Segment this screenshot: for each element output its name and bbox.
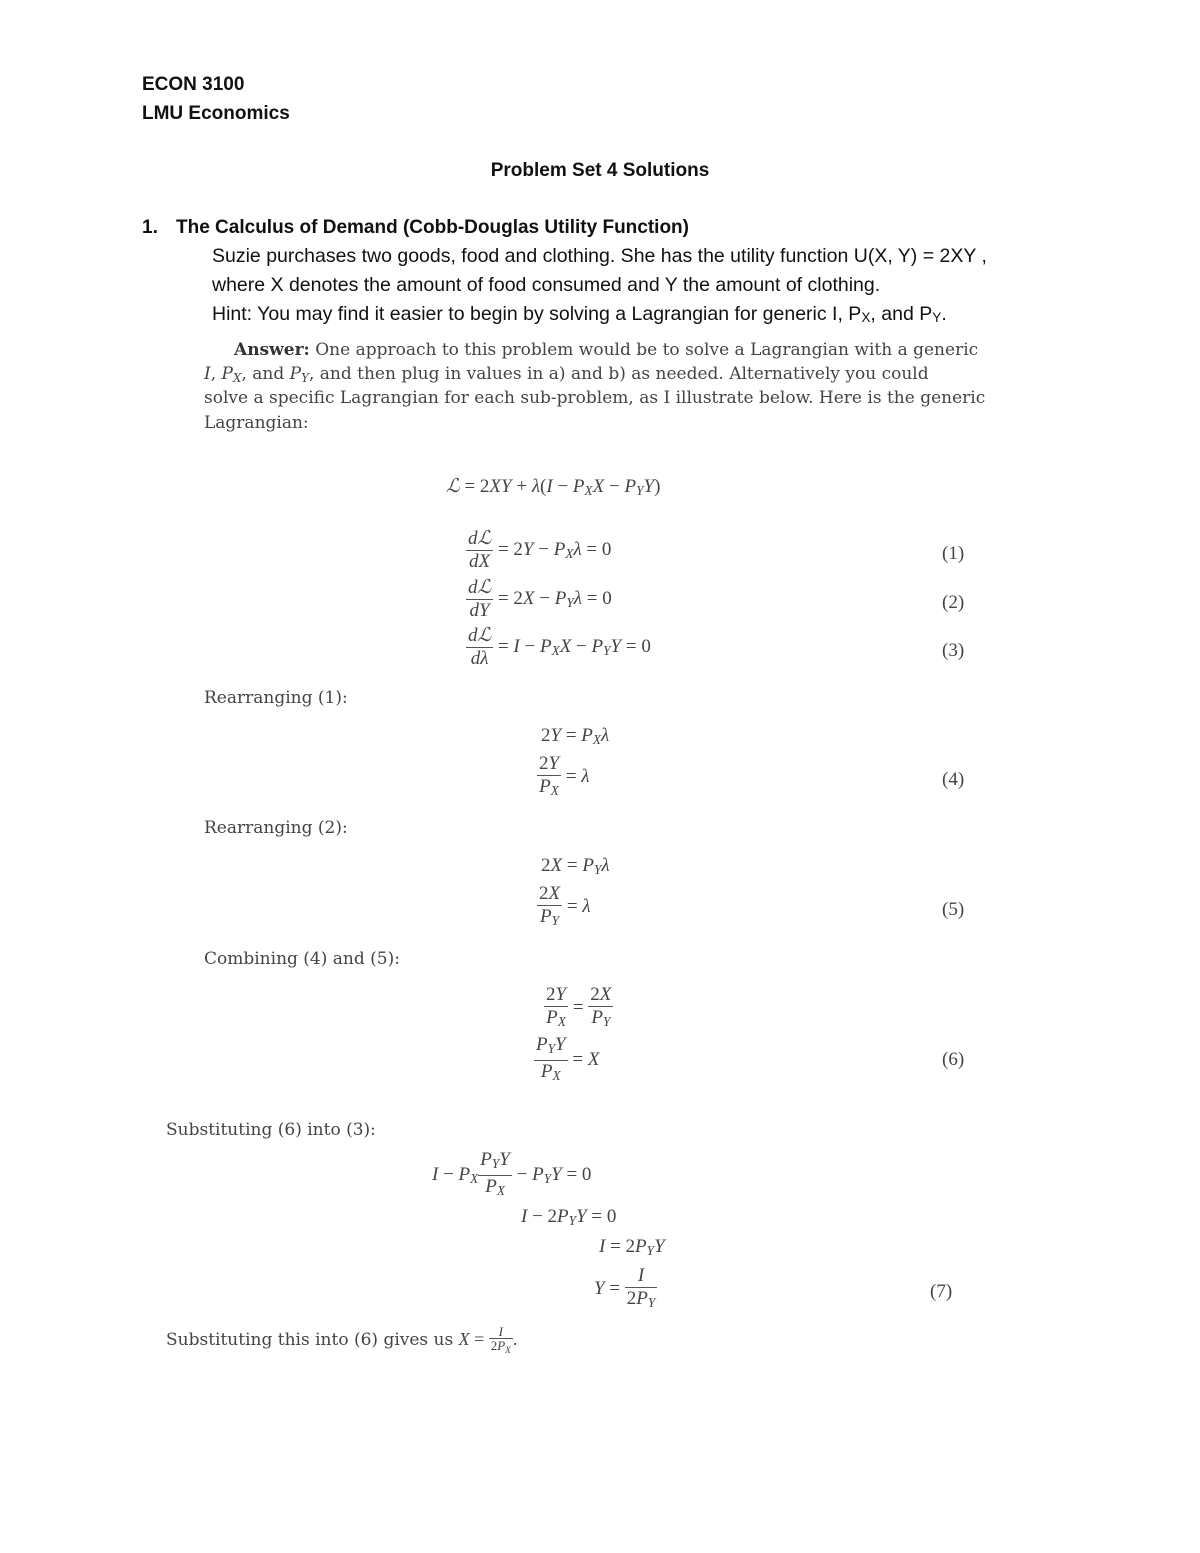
eq-6: $\frac{P_YY}{P_X}$ = X	[536, 1034, 600, 1083]
eq-i-minus-2pyy: $I - 2P_YY = 0$	[521, 1206, 617, 1228]
eq-2x-py-lambda: $2X = P_Y\lambda$	[541, 855, 610, 877]
eq-i-equals-2pyy: $I = 2P_YY$	[599, 1236, 665, 1258]
problem-line-1: Suzie purchases two goods, food and clothing. She has the utility function U(X, Y) = 2XY ,	[212, 245, 987, 267]
eq-number-3: (3)	[942, 640, 965, 661]
final-result-line: Substituting this into (6) gives us X = $\frac{I}{2P_X}$ .	[166, 1324, 518, 1355]
eq-number-7: (7)	[930, 1281, 953, 1302]
rearranging-2-label: Rearranging (2):	[204, 818, 348, 838]
foc-y: $\frac{\text{dℒ}}{dY}$ = $2X - P_Y\lambda = 0$	[468, 577, 612, 621]
eq-substituted: $I - P_X$ $\frac{P_YY}{P_X}$ − $P_YY = 0$	[432, 1149, 592, 1198]
problem-hint: Hint: You may find it easier to begin by solving a Lagrangian for generic I, PX, and PY.	[212, 303, 947, 325]
eq-combined: $\frac{2Y}{P_X}$ = $\frac{2X}{P_Y}$	[546, 984, 612, 1029]
eq-7: Y = $\frac{I}{2P_Y}$	[594, 1265, 656, 1310]
rearranging-1-label: Rearranging (1):	[204, 688, 348, 708]
problem-number: 1.	[142, 217, 158, 238]
eq-number-6: (6)	[942, 1049, 965, 1070]
eq-number-4: (4)	[942, 769, 965, 790]
eq-number-2: (2)	[942, 592, 965, 613]
combining-label: Combining (4) and (5):	[204, 949, 400, 969]
eq-2y-px-lambda: $2Y = P_X\lambda$	[541, 725, 610, 747]
eq-4: $\frac{2Y}{P_X}$ = λ	[539, 753, 590, 798]
department: LMU Economics	[142, 103, 290, 124]
problem-line-2: where X denotes the amount of food consumed and Y the amount of clothing.	[212, 274, 881, 296]
page-title: Problem Set 4 Solutions	[490, 160, 710, 181]
foc-x: $\frac{\text{dℒ}}{dX}$ = $2Y - P_X\lambda = 0$	[468, 528, 612, 572]
substituting-label: Substituting (6) into (3):	[166, 1120, 376, 1140]
foc-lambda: $\frac{\text{dℒ}}{d\lambda}$ = $I - P_XX - P_YY = 0$	[468, 625, 651, 669]
answer-line-1: Answer: One approach to this problem would be to solve a Lagrangian with a generic	[234, 340, 979, 360]
eq-number-5: (5)	[942, 899, 965, 920]
course-code: ECON 3100	[142, 74, 245, 95]
problem-heading: The Calculus of Demand (Cobb-Douglas Utility Function)	[176, 217, 689, 238]
answer-line-4: Lagrangian:	[204, 413, 309, 433]
lagrangian-equation: ℒ = $2XY + \lambda(I - P_XX - P_YY)$	[446, 476, 661, 498]
answer-line-3: solve a specific Lagrangian for each sub-problem, as I illustrate below. Here is the generic	[204, 388, 986, 408]
answer-line-2: I, $P_X$, and $P_Y$, and then plug in values in a) and b) as needed. Alternatively you could	[204, 364, 929, 385]
eq-number-1: (1)	[942, 543, 965, 564]
eq-5: $\frac{2X}{P_Y}$ = λ	[539, 883, 591, 928]
